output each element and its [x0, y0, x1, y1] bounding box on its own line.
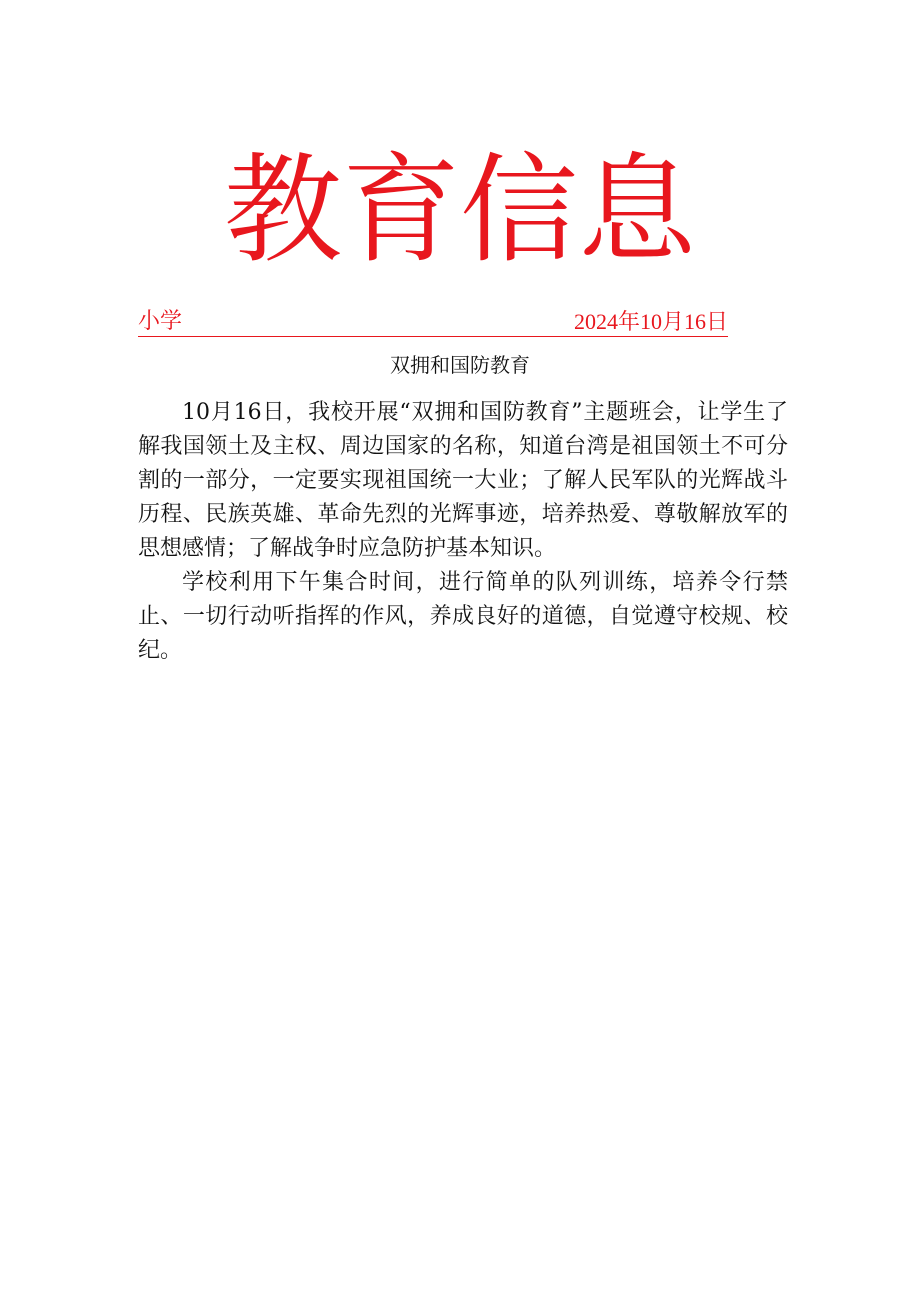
- article-paragraph: 10月16日，我校开展“双拥和国防教育”主题班会，让学生了解我国领土及主权、周边国家的名称，知道台湾是祖国领土不可分割的一部分，一定要实现祖国统一大业；了解人民军队的光辉战斗历程、民族英雄、革命先烈的光辉事迹，培养热爱、尊敬解放军的思想感情；了解战争时应急防护基本知识。: [138, 400, 788, 561]
- issue-date: 2024年10月16日: [573, 309, 728, 334]
- masthead-title: 教育信息: [223, 141, 696, 279]
- article-title: 双拥和国防教育: [390, 353, 530, 377]
- article-body: [138, 396, 788, 668]
- organization-label: 小学: [138, 309, 183, 334]
- meta-line: [138, 308, 728, 337]
- article-paragraph: 学校利用下午集合时间，进行简单的队列训练，培养令行禁止、一切行动听指挥的作风，养成良好的道德，自觉遵守校规、校纪。: [138, 570, 788, 663]
